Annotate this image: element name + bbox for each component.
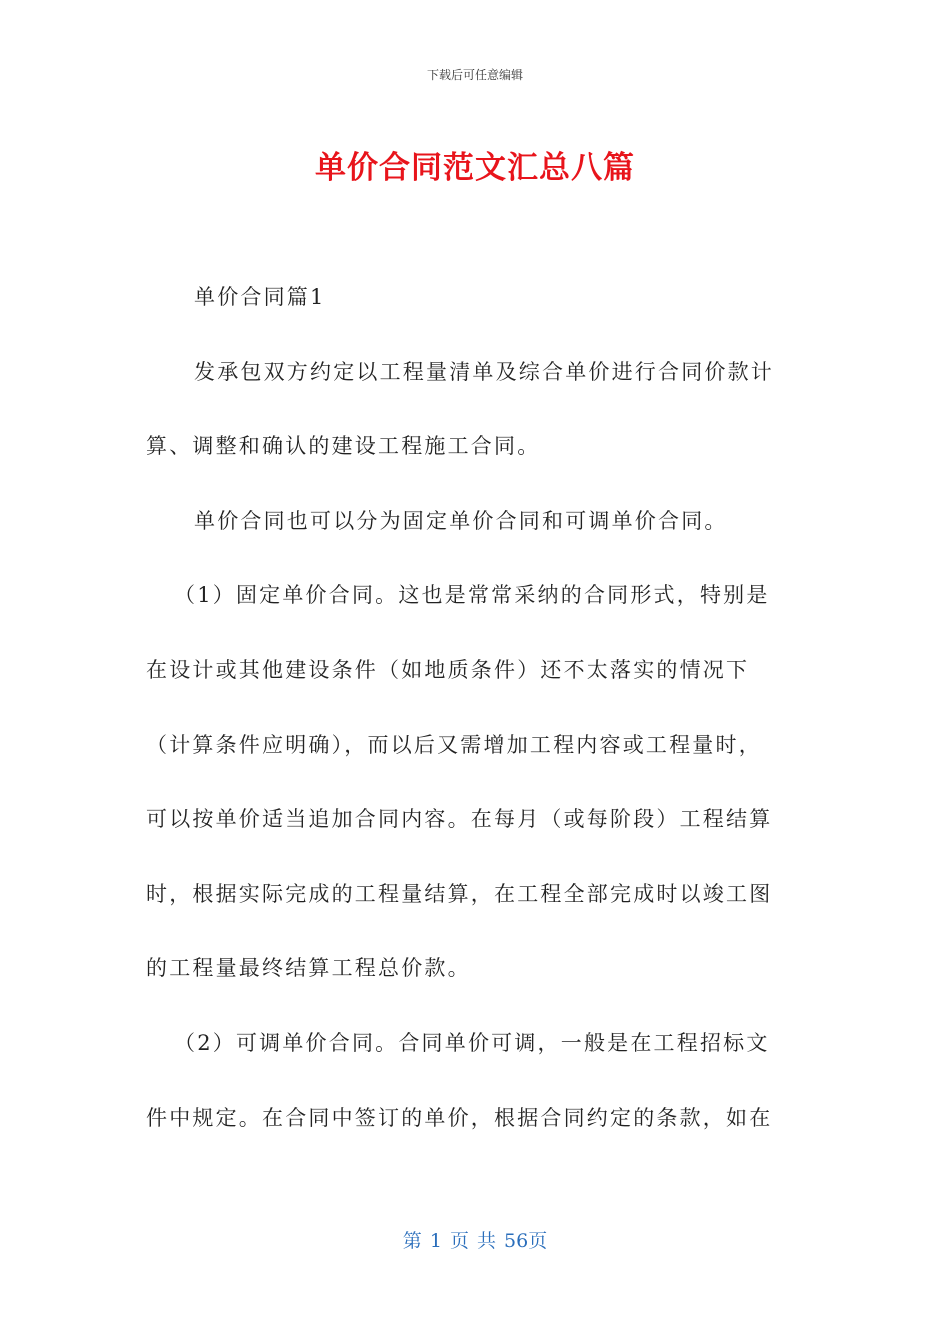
paragraph-line: 在设计或其他建设条件（如地质条件）还不太落实的情况下: [146, 657, 750, 682]
page-number: 第 1 页 共 56页: [402, 1230, 548, 1252]
paragraph-line: 发承包双方约定以工程量清单及综合单价进行合同价款计: [194, 359, 774, 384]
document-title: 单价合同范文汇总八篇: [315, 150, 635, 186]
paragraph-line: 件中规定。在合同中签订的单价，根据合同约定的条款，如在: [146, 1105, 773, 1130]
paragraph-line: 的工程量最终结算工程总价款。: [146, 956, 471, 981]
section-heading: 单价合同篇1: [194, 285, 326, 309]
paragraph-line: （1）固定单价合同。这也是常常采纳的合同形式，特别是: [174, 583, 770, 608]
paragraph-line: （2）可调单价合同。合同单价可调，一般是在工程招标文: [174, 1030, 770, 1055]
header-note: 下载后可任意编辑: [426, 68, 523, 82]
paragraph-line: 算、调整和确认的建设工程施工合同。: [146, 434, 541, 459]
document-body: [146, 277, 806, 1172]
paragraph-line: （计算条件应明确），而以后又需增加工程内容或工程量时，: [146, 732, 762, 757]
paragraph-line: 单价合同也可以分为固定单价合同和可调单价合同。: [194, 508, 728, 533]
paragraph-line: 可以按单价适当追加合同内容。在每月（或每阶段）工程结算: [146, 807, 773, 832]
paragraph-line: 时，根据实际完成的工程量结算，在工程全部完成时以竣工图: [146, 881, 773, 906]
